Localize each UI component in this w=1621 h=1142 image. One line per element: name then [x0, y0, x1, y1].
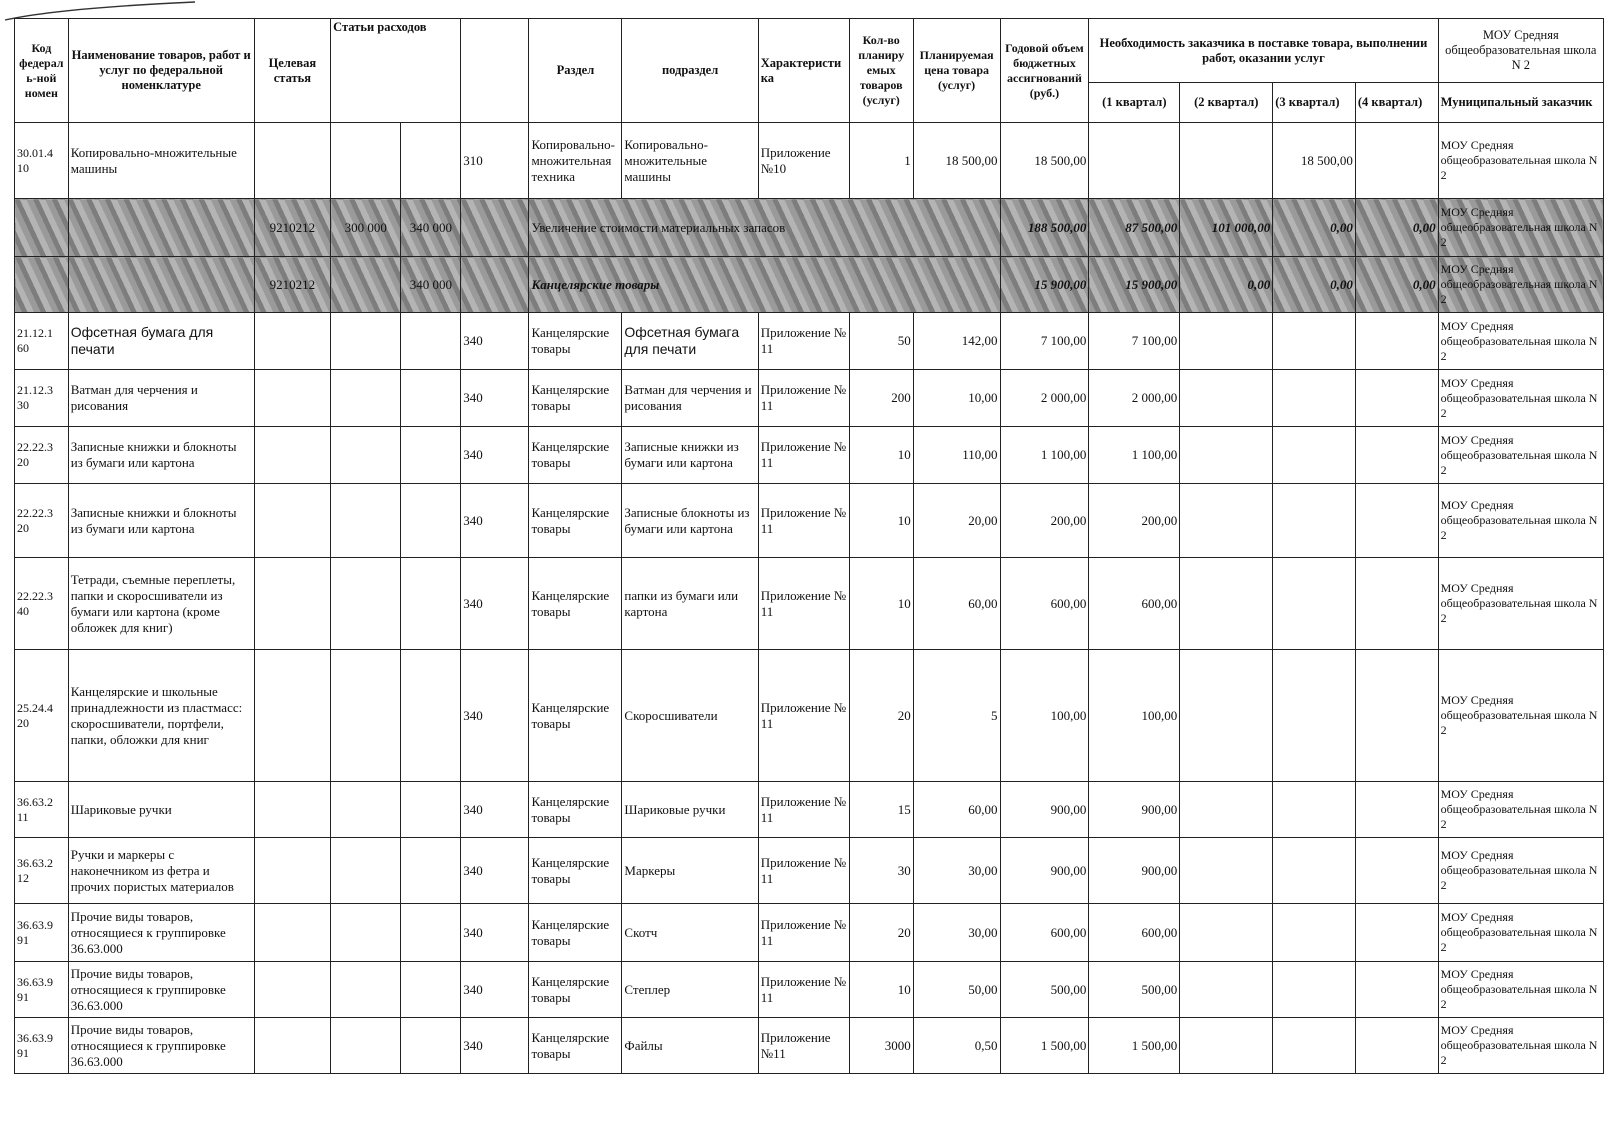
cell-name: Шариковые ручки [68, 782, 254, 838]
cell-qty: 200 [849, 370, 913, 427]
cell-section: Канцелярские товары [529, 558, 622, 650]
cell-q2 [1180, 484, 1273, 558]
cell-q2 [1180, 427, 1273, 484]
cell-q1: 600,00 [1089, 904, 1180, 962]
cell-article-1 [331, 427, 401, 484]
cell-qty: 20 [849, 650, 913, 782]
cell-price: 60,00 [913, 558, 1000, 650]
cell-q4: 0,00 [1355, 257, 1438, 313]
cell-customer: МОУ Средняя общеобразовательная школа N 2 [1438, 484, 1603, 558]
cell-customer: МОУ Средняя общеобразовательная школа N 2 [1438, 558, 1603, 650]
cell-q4 [1355, 370, 1438, 427]
cell-q4 [1355, 484, 1438, 558]
cell-characteristic: Приложение № 11 [758, 838, 849, 904]
cell-subsection: Скотч [622, 904, 758, 962]
cell-article-3: 340 [461, 427, 529, 484]
cell-price: 50,00 [913, 962, 1000, 1018]
cell-q2 [1180, 838, 1273, 904]
cell-q2 [1180, 782, 1273, 838]
cell-q2 [1180, 904, 1273, 962]
cell-code: 36.63.2 11 [15, 782, 69, 838]
cell-subsection: Скоросшиватели [622, 650, 758, 782]
cell-customer: МОУ Средняя общеобразовательная школа N 2 [1438, 838, 1603, 904]
procurement-table [14, 18, 1604, 1074]
cell-name: Записные книжки и блокноты из бумаги или картона [68, 484, 254, 558]
cell-q3 [1273, 838, 1356, 904]
header-subsection: подраздел [622, 19, 758, 123]
cell-article-2 [401, 1018, 461, 1074]
cell-article-3: 340 [461, 558, 529, 650]
cell-article-1 [331, 558, 401, 650]
table-row [15, 558, 1604, 650]
cell-q1: 900,00 [1089, 782, 1180, 838]
cell-name: Записные книжки и блокноты из бумаги или картона [68, 427, 254, 484]
cell-q2 [1180, 558, 1273, 650]
cell-subsection: Копировально-множительные машины [622, 123, 758, 199]
cell-customer: МОУ Средняя общеобразовательная школа N 2 [1438, 199, 1603, 257]
cell-annual: 900,00 [1000, 782, 1089, 838]
cell-name: Прочие виды товаров, относящиеся к группировке 36.63.000 [68, 1018, 254, 1074]
cell-qty: 20 [849, 904, 913, 962]
cell-article-3: 340 [461, 484, 529, 558]
cell-characteristic: Приложение № 11 [758, 650, 849, 782]
table-row [15, 370, 1604, 427]
cell-q3 [1273, 904, 1356, 962]
cell-code: 21.12.1 60 [15, 313, 69, 370]
cell-name: Ватман для черчения и рисования [68, 370, 254, 427]
header-articles: Статьи расходов [331, 19, 461, 123]
cell-q3 [1273, 313, 1356, 370]
cell-characteristic: Приложение №10 [758, 123, 849, 199]
cell-q3 [1273, 962, 1356, 1018]
cell-target [254, 782, 330, 838]
header-annual: Годовой объем бюджетных ассигнований (руб.) [1000, 19, 1089, 123]
cell-section: Канцелярские товары [529, 370, 622, 427]
cell-annual: 15 900,00 [1000, 257, 1089, 313]
header-q2: (2 квартал) [1180, 83, 1273, 123]
cell-q1: 87 500,00 [1089, 199, 1180, 257]
cell-price: 20,00 [913, 484, 1000, 558]
table-row [15, 1018, 1604, 1074]
cell-price: 18 500,00 [913, 123, 1000, 199]
cell-q3: 0,00 [1273, 257, 1356, 313]
cell-target: 9210212 [254, 257, 330, 313]
cell-target [254, 1018, 330, 1074]
cell-subsection: Офсетная бумага для печати [622, 313, 758, 370]
cell-subsection: Степлер [622, 962, 758, 1018]
cell-code: 22.22.3 20 [15, 484, 69, 558]
cell-target [254, 904, 330, 962]
cell-q1: 1 500,00 [1089, 1018, 1180, 1074]
cell-q1: 200,00 [1089, 484, 1180, 558]
cell-target: 9210212 [254, 199, 330, 257]
cell-article-2 [401, 313, 461, 370]
cell-q2 [1180, 1018, 1273, 1074]
cell-q1: 900,00 [1089, 838, 1180, 904]
cell-q4 [1355, 313, 1438, 370]
header-characteristic: Характеристика [758, 19, 849, 123]
cell-article-3: 340 [461, 904, 529, 962]
summary-row [15, 257, 1604, 313]
header-customer-sub: Муниципальный заказчик [1438, 83, 1603, 123]
cell-name [68, 199, 254, 257]
cell-q1: 1 100,00 [1089, 427, 1180, 484]
cell-q1: 7 100,00 [1089, 313, 1180, 370]
cell-article-3: 340 [461, 962, 529, 1018]
cell-subsection: Маркеры [622, 838, 758, 904]
cell-code: 25.24.4 20 [15, 650, 69, 782]
cell-article-1 [331, 904, 401, 962]
cell-article-2: 340 000 [401, 257, 461, 313]
cell-name: Тетради, съемные переплеты, папки и скоросшиватели из бумаги или картона (кроме обложек для книг) [68, 558, 254, 650]
cell-target [254, 313, 330, 370]
header-price: Планируемая цена товара (услуг) [913, 19, 1000, 123]
cell-q4 [1355, 123, 1438, 199]
cell-q4 [1355, 650, 1438, 782]
table-row [15, 484, 1604, 558]
cell-article-1 [331, 962, 401, 1018]
cell-customer: МОУ Средняя общеобразовательная школа N 2 [1438, 1018, 1603, 1074]
cell-subsection: Записные книжки из бумаги или картона [622, 427, 758, 484]
cell-customer: МОУ Средняя общеобразовательная школа N 2 [1438, 313, 1603, 370]
cell-q2: 0,00 [1180, 257, 1273, 313]
cell-article-3 [461, 199, 529, 257]
cell-qty: 30 [849, 838, 913, 904]
cell-name: Канцелярские и школьные принадлежности из пластмасс: скоросшиватели, портфели, папки, обложки для книг [68, 650, 254, 782]
cell-subsection: Шариковые ручки [622, 782, 758, 838]
cell-target [254, 123, 330, 199]
cell-q4 [1355, 904, 1438, 962]
table-row [15, 782, 1604, 838]
cell-code: 36.63.9 91 [15, 1018, 69, 1074]
cell-article-2 [401, 558, 461, 650]
cell-code: 30.01.4 10 [15, 123, 69, 199]
cell-q4 [1355, 1018, 1438, 1074]
cell-q1: 100,00 [1089, 650, 1180, 782]
cell-annual: 500,00 [1000, 962, 1089, 1018]
cell-q3: 18 500,00 [1273, 123, 1356, 199]
cell-target [254, 650, 330, 782]
cell-q2 [1180, 123, 1273, 199]
cell-article-3: 340 [461, 650, 529, 782]
cell-q1 [1089, 123, 1180, 199]
cell-section: Канцелярские товары [529, 904, 622, 962]
cell-characteristic: Приложение № 11 [758, 782, 849, 838]
cell-section: Канцелярские товары [529, 962, 622, 1018]
cell-annual: 188 500,00 [1000, 199, 1089, 257]
cell-characteristic: Приложение № 11 [758, 484, 849, 558]
cell-qty: 10 [849, 962, 913, 1018]
table-row [15, 962, 1604, 1018]
cell-q2 [1180, 650, 1273, 782]
cell-article-2 [401, 484, 461, 558]
cell-target [254, 427, 330, 484]
cell-section: Канцелярские товары [529, 427, 622, 484]
cell-characteristic: Приложение № 11 [758, 962, 849, 1018]
cell-name: Ручки и маркеры с наконечником из фетра и прочих пористых материалов [68, 838, 254, 904]
cell-q2 [1180, 370, 1273, 427]
cell-q3 [1273, 427, 1356, 484]
cell-annual: 2 000,00 [1000, 370, 1089, 427]
header-need: Необходимость заказчика в поставке товара, выполнении работ, оказании услуг [1089, 19, 1438, 83]
cell-q2: 101 000,00 [1180, 199, 1273, 257]
cell-q4 [1355, 838, 1438, 904]
summary-row [15, 199, 1604, 257]
cell-annual: 100,00 [1000, 650, 1089, 782]
cell-code: 36.63.9 91 [15, 962, 69, 1018]
cell-q3 [1273, 650, 1356, 782]
cell-article-1 [331, 650, 401, 782]
cell-subsection: папки из бумаги или картона [622, 558, 758, 650]
cell-characteristic: Приложение № 11 [758, 904, 849, 962]
header-section: Раздел [529, 19, 622, 123]
cell-q4 [1355, 962, 1438, 1018]
cell-q1: 600,00 [1089, 558, 1180, 650]
table-row [15, 313, 1604, 370]
cell-article-1 [331, 370, 401, 427]
cell-customer: МОУ Средняя общеобразовательная школа N 2 [1438, 370, 1603, 427]
cell-q4: 0,00 [1355, 199, 1438, 257]
cell-article-2 [401, 962, 461, 1018]
cell-article-3: 340 [461, 313, 529, 370]
cell-article-3: 340 [461, 370, 529, 427]
cell-target [254, 838, 330, 904]
cell-annual: 7 100,00 [1000, 313, 1089, 370]
cell-characteristic: Приложение № 11 [758, 313, 849, 370]
cell-price: 10,00 [913, 370, 1000, 427]
cell-q2 [1180, 962, 1273, 1018]
header-q4: (4 квартал) [1355, 83, 1438, 123]
cell-article-1 [331, 313, 401, 370]
cell-article-1 [331, 257, 401, 313]
cell-article-2 [401, 427, 461, 484]
cell-price: 30,00 [913, 904, 1000, 962]
table-row [15, 904, 1604, 962]
header-q3: (3 квартал) [1273, 83, 1356, 123]
cell-price: 142,00 [913, 313, 1000, 370]
cell-section: Канцелярские товары [529, 313, 622, 370]
cell-q3: 0,00 [1273, 199, 1356, 257]
cell-qty: 10 [849, 427, 913, 484]
cell-article-3: 340 [461, 838, 529, 904]
cell-code: 22.22.3 20 [15, 427, 69, 484]
cell-characteristic: Приложение № 11 [758, 558, 849, 650]
cell-article-2 [401, 904, 461, 962]
cell-article-3: 340 [461, 782, 529, 838]
cell-section: Канцелярские товары [529, 650, 622, 782]
cell-section: Канцелярские товары [529, 838, 622, 904]
header-name: Наименование товаров, работ и услуг по федеральной номенклатуре [68, 19, 254, 123]
cell-code: 21.12.3 30 [15, 370, 69, 427]
cell-name: Офсетная бумага для печати [68, 313, 254, 370]
cell-q3 [1273, 484, 1356, 558]
header-customer-top: МОУ Средняя общеобразовательная школа N 2 [1438, 19, 1603, 83]
cell-q4 [1355, 427, 1438, 484]
cell-q1: 500,00 [1089, 962, 1180, 1018]
cell-name: Копировально-множительные машины [68, 123, 254, 199]
header-target: Целевая статья [254, 19, 330, 123]
table-row [15, 650, 1604, 782]
cell-subsection: Файлы [622, 1018, 758, 1074]
cell-annual: 1 100,00 [1000, 427, 1089, 484]
cell-article-2 [401, 838, 461, 904]
cell-customer: МОУ Средняя общеобразовательная школа N 2 [1438, 962, 1603, 1018]
cell-target [254, 484, 330, 558]
cell-code: 36.63.2 12 [15, 838, 69, 904]
cell-q3 [1273, 1018, 1356, 1074]
cell-annual: 18 500,00 [1000, 123, 1089, 199]
cell-customer: МОУ Средняя общеобразовательная школа N 2 [1438, 782, 1603, 838]
cell-target [254, 370, 330, 427]
cell-article-1 [331, 1018, 401, 1074]
cell-qty: 50 [849, 313, 913, 370]
cell-target [254, 558, 330, 650]
cell-q2 [1180, 313, 1273, 370]
cell-section: Канцелярские товары [529, 782, 622, 838]
cell-article-3 [461, 257, 529, 313]
cell-article-1 [331, 123, 401, 199]
cell-annual: 600,00 [1000, 558, 1089, 650]
cell-customer: МОУ Средняя общеобразовательная школа N 2 [1438, 904, 1603, 962]
header-blank [461, 19, 529, 123]
procurement-plan-sheet [14, 18, 1604, 1128]
cell-price: 5 [913, 650, 1000, 782]
cell-annual: 200,00 [1000, 484, 1089, 558]
cell-subsection: Ватман для черчения и рисования [622, 370, 758, 427]
cell-annual: 900,00 [1000, 838, 1089, 904]
cell-code [15, 199, 69, 257]
cell-name: Прочие виды товаров, относящиеся к группировке 36.63.000 [68, 962, 254, 1018]
cell-customer: МОУ Средняя общеобразовательная школа N 2 [1438, 427, 1603, 484]
cell-customer: МОУ Средняя общеобразовательная школа N 2 [1438, 123, 1603, 199]
cell-q4 [1355, 558, 1438, 650]
cell-q1: 15 900,00 [1089, 257, 1180, 313]
cell-characteristic: Приложение №11 [758, 1018, 849, 1074]
table-body [15, 123, 1604, 1074]
table-row [15, 427, 1604, 484]
table-row [15, 838, 1604, 904]
cell-article-1 [331, 484, 401, 558]
cell-q4 [1355, 782, 1438, 838]
cell-q3 [1273, 782, 1356, 838]
header-code: Код федераль-ной номен [15, 19, 69, 123]
cell-price: 30,00 [913, 838, 1000, 904]
header-q1: (1 квартал) [1089, 83, 1180, 123]
cell-section: Канцелярские товары [529, 1018, 622, 1074]
cell-q3 [1273, 558, 1356, 650]
cell-article-1 [331, 838, 401, 904]
header-qty: Кол-во планиру емых товаров (услуг) [849, 19, 913, 123]
cell-name [68, 257, 254, 313]
cell-qty: 1 [849, 123, 913, 199]
cell-name: Прочие виды товаров, относящиеся к группировке 36.63.000 [68, 904, 254, 962]
cell-annual: 600,00 [1000, 904, 1089, 962]
cell-price: 60,00 [913, 782, 1000, 838]
cell-section: Канцелярские товары [529, 484, 622, 558]
cell-customer: МОУ Средняя общеобразовательная школа N 2 [1438, 650, 1603, 782]
cell-article-1 [331, 782, 401, 838]
cell-price: 110,00 [913, 427, 1000, 484]
cell-characteristic: Приложение № 11 [758, 427, 849, 484]
cell-article-1: 300 000 [331, 199, 401, 257]
cell-section: Копировально-множительная техника [529, 123, 622, 199]
cell-summary-text: Увеличение стоимости материальных запасов [529, 199, 1000, 257]
cell-qty: 3000 [849, 1018, 913, 1074]
cell-characteristic: Приложение № 11 [758, 370, 849, 427]
cell-article-2 [401, 370, 461, 427]
cell-article-2 [401, 650, 461, 782]
cell-q1: 2 000,00 [1089, 370, 1180, 427]
cell-target [254, 962, 330, 1018]
cell-code [15, 257, 69, 313]
cell-annual: 1 500,00 [1000, 1018, 1089, 1074]
cell-customer: МОУ Средняя общеобразовательная школа N 2 [1438, 257, 1603, 313]
cell-summary-text: Канцелярские товары [529, 257, 1000, 313]
cell-qty: 15 [849, 782, 913, 838]
cell-subsection: Записные блокноты из бумаги или картона [622, 484, 758, 558]
cell-qty: 10 [849, 484, 913, 558]
cell-article-3: 340 [461, 1018, 529, 1074]
cell-qty: 10 [849, 558, 913, 650]
cell-code: 36.63.9 91 [15, 904, 69, 962]
cell-article-2 [401, 782, 461, 838]
cell-article-2: 340 000 [401, 199, 461, 257]
cell-article-2 [401, 123, 461, 199]
table-row [15, 123, 1604, 199]
cell-code: 22.22.3 40 [15, 558, 69, 650]
cell-q3 [1273, 370, 1356, 427]
cell-article-3: 310 [461, 123, 529, 199]
cell-price: 0,50 [913, 1018, 1000, 1074]
